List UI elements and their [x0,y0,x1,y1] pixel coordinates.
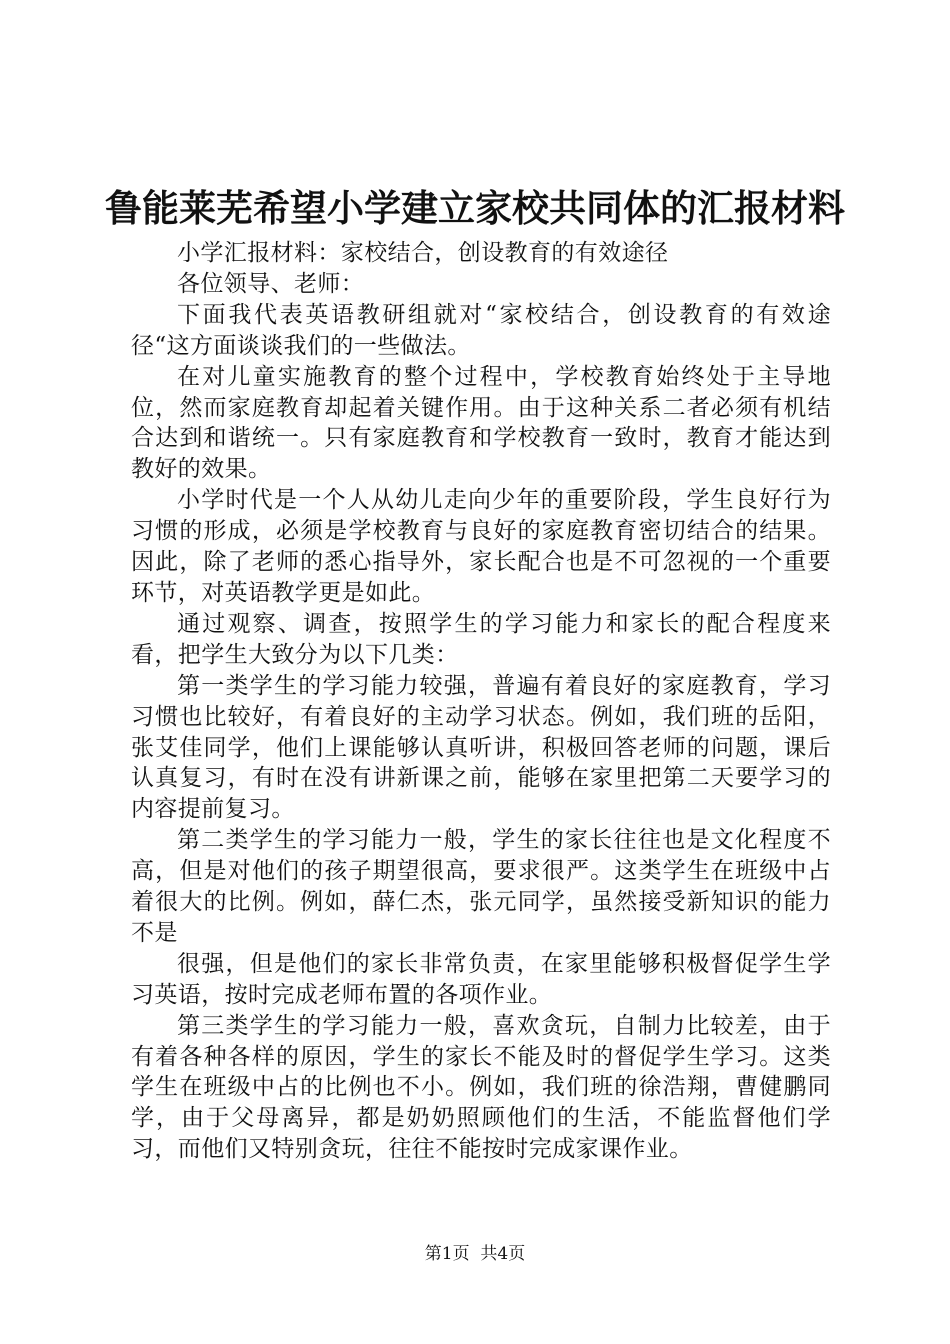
body-paragraph: 第三类学生的学习能力一般，喜欢贪玩，自制力比较差，由于有着各种各样的原因，学生的家长不能及时的督促学生学习。这类学生在班级中占的比例也不小。例如，我们班的徐浩翔，曹健鹏同学，由于父母离异，都是奶奶照顾他们的生活，不能监督他们学习，而他们又特别贪玩，往往不能按时完成家课作业。 [131,1012,831,1163]
document-body [131,238,831,1165]
body-paragraph: 通过观察、调查，按照学生的学习能力和家长的配合程度来看，把学生大致分为以下几类： [131,610,831,668]
body-paragraph: 很强，但是他们的家长非常负责，在家里能够积极督促学生学习英语，按时完成老师布置的各项作业。 [131,950,831,1008]
subtitle-paragraph: 小学汇报材料：家校结合，创设教育的有效途径 [177,240,669,266]
salutation-paragraph: 各位领导、老师： [177,270,365,297]
body-paragraph: 在对儿童实施教育的整个过程中，学校教育始终处于主导地位，然而家庭教育却起着关键作用。由于这种关系二者必须有机结合达到和谐统一。只有家庭教育和学校教育一致时，教育才能达到教好的效果。 [131,363,831,483]
body-paragraph: 第一类学生的学习能力较强，普遍有着良好的家庭教育，学习习惯也比较好，有着良好的主动学习状态。例如，我们班的岳阳，张艾佳同学，他们上课能够认真听讲，积极回答老师的问题，课后认真复习，有时在没有讲新课之前，能够在家里把第二天要学习的内容提前复习。 [131,672,831,823]
page-footer [0,1242,950,1266]
page-number: 第1页 [424,1244,470,1264]
document-title: 鲁能莱芜希望小学建立家校共同体的汇报材料 [105,186,845,230]
page-total: 共4页 [480,1244,526,1264]
body-paragraph: 下面我代表英语教研组就对“家校结合，创设教育的有效途径“这方面谈谈我们的一些做法。 [131,301,831,359]
body-paragraph: 小学时代是一个人从幼儿走向少年的重要阶段，学生良好行为习惯的形成，必须是学校教育与良好的家庭教育密切结合的结果。因此，除了老师的悉心指导外，家长配合也是不可忽视的一个重要环节，对英语教学更是如此。 [131,487,831,606]
body-paragraph: 第二类学生的学习能力一般，学生的家长往往也是文化程度不高，但是对他们的孩子期望很高，要求很严。这类学生在班级中占着很大的比例。例如，薛仁杰，张元同学，虽然接受新知识的能力不是 [131,827,831,946]
